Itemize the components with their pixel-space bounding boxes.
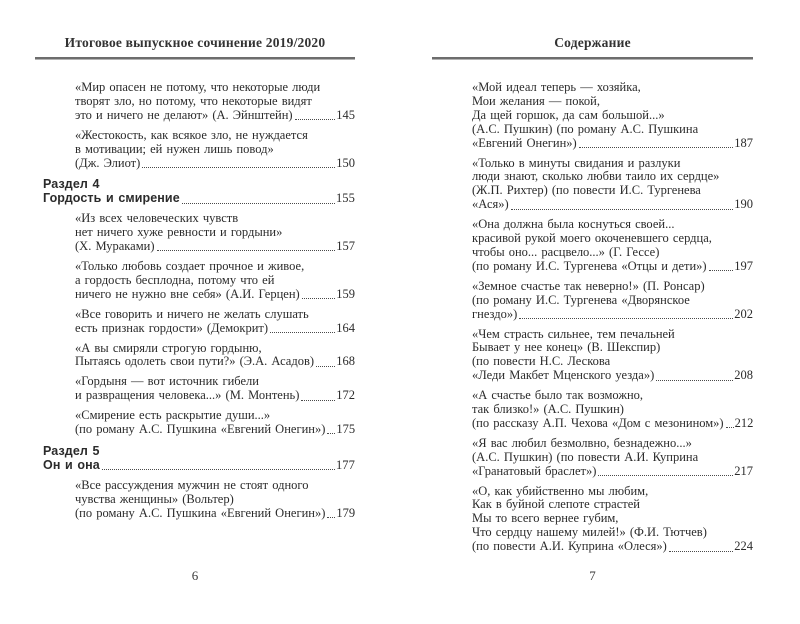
toc-entry-line: «Мой идеал теперь — хозяйка,: [472, 80, 641, 94]
dot-leader: [726, 427, 734, 428]
toc-entry-line: «Все рассуждения мужчин не стоят одного: [75, 477, 309, 492]
toc-page-ref: 157: [336, 239, 355, 254]
toc-entry-line: творят зло, но потому, что некоторые видят: [75, 93, 312, 108]
toc-entry: [432, 218, 753, 274]
toc-entry-text: гнездо»): [472, 306, 518, 321]
dot-leader: [327, 433, 335, 434]
toc-entry: [35, 260, 355, 302]
toc-section-heading: [35, 445, 355, 473]
toc-entry-lastline: [472, 540, 753, 554]
toc-entry-line: Что сердцу нашему милей!» (Ф.И. Тютчев): [472, 525, 707, 540]
dot-leader: [301, 400, 335, 401]
dot-leader: [157, 250, 336, 251]
dot-leader: [669, 551, 733, 552]
toc-entry-text: «Леди Макбет Мценского уезда»): [472, 368, 655, 383]
toc-entry: [35, 409, 355, 437]
toc-page-ref: 175: [336, 422, 356, 437]
toc-page-ref: 217: [734, 463, 753, 478]
dot-leader: [270, 332, 335, 333]
toc-entry-line: «Жестокость, как всякое зло, не нуждается: [75, 127, 308, 142]
dot-leader: [709, 270, 734, 271]
toc-entry-line: чувства женщины» (Вольтер): [75, 491, 234, 506]
toc-entry: [432, 81, 753, 151]
toc-entry-line: в мотивации; ей нужен лишь повод»: [75, 141, 274, 156]
book-page-left: [35, 34, 355, 618]
toc-entry-line: чтобы оно... расцвело...» (Г. Гессе): [472, 244, 660, 259]
dot-leader: [302, 298, 336, 299]
toc-entry-text: (по рассказу А.П. Чехова «Дом с мезонином»): [472, 415, 724, 430]
toc-entry: [432, 328, 753, 384]
dot-leader: [102, 469, 335, 470]
toc-entry: [35, 81, 355, 123]
dot-leader: [295, 119, 336, 120]
toc-entry-text: (по роману А.С. Пушкина «Евгений Онегин»): [75, 422, 326, 437]
toc-entry: [432, 437, 753, 479]
toc-entry-lastline: [472, 137, 753, 151]
toc-entry-line: «А вы смиряли строгую гордыню,: [75, 340, 262, 355]
toc-entry-line: «Только любовь создает прочное и живое,: [75, 258, 305, 273]
toc-entry-line: так близко!» (А.С. Пушкин): [472, 402, 624, 417]
toc-page-ref: 177: [335, 457, 355, 472]
toc-section-heading: [35, 178, 355, 206]
toc-entry-text: ничего не нужно вне себя» (А.И. Герцен): [75, 286, 300, 301]
toc-entry-line: «Смирение есть раскрытие души...»: [75, 408, 271, 423]
toc-entry-text: (по повести А.И. Куприна «Олеся»): [472, 539, 667, 554]
toc-entry-line: «Мир опасен не потому, что некоторые люди: [75, 80, 321, 94]
dot-leader: [142, 167, 335, 168]
toc-entry-line: «Я вас любил безмолвно, безнадежно...»: [472, 435, 692, 450]
toc-page-ref: 197: [734, 258, 753, 273]
toc-entry-line: Раздел 4: [43, 177, 100, 192]
toc-page-ref: 159: [336, 286, 355, 301]
toc-entry-text: это и ничего не делают» (А. Эйнштейн): [75, 107, 293, 122]
toc-entry-text: (по роману А.С. Пушкина «Евгений Онегин»): [75, 505, 326, 520]
toc-entry-lastline: [75, 109, 355, 123]
toc-entry-line: нет ничего хуже ревности и гордыни»: [75, 225, 283, 240]
toc-entry-lastline: [43, 459, 355, 473]
toc-entry-text: «Гранатовый браслет»): [472, 463, 597, 478]
toc-entry: [35, 212, 355, 254]
toc-entry-lastline: [75, 288, 355, 302]
toc-entry-text: (по роману И.С. Тургенева «Отцы и дети»): [472, 258, 707, 273]
toc-entry-text: «Ася»): [472, 197, 509, 212]
dot-leader: [316, 366, 335, 367]
toc-entry-text: Гордость и смирение: [43, 191, 180, 206]
toc-entry-lastline: [75, 507, 355, 521]
toc-entry: [35, 308, 355, 336]
toc-entry: [432, 389, 753, 431]
toc-entry-line: люди знают, сколько любви таило их сердце»: [472, 169, 720, 184]
toc-entry-text: «Евгений Онегин»): [472, 135, 577, 150]
toc-entry-lastline: [75, 322, 355, 336]
toc-entry: [35, 129, 355, 171]
toc-entry-line: (А.С. Пушкин) (по роману А.С. Пушкина: [472, 121, 699, 136]
dot-leader: [598, 475, 733, 476]
toc-entry-lastline: [472, 417, 753, 431]
toc-entry-lastline: [75, 389, 355, 403]
toc-entry-text: (Дж. Элиот): [75, 155, 141, 170]
toc-entries-right: [432, 60, 753, 554]
toc-page-ref: 179: [336, 505, 356, 520]
page-number-left: 6: [191, 568, 199, 583]
toc-entry-text: Пытаясь одолеть свои пути?» (Э.А. Асадов): [75, 354, 315, 369]
toc-entry-line: «О, как убийственно мы любим,: [472, 483, 649, 498]
toc-entry: [432, 280, 753, 322]
toc-page-ref: 187: [734, 135, 753, 150]
toc-entries-left: [35, 60, 355, 520]
dot-leader: [579, 147, 734, 148]
toc-entry: [35, 375, 355, 403]
dot-leader: [327, 517, 335, 518]
toc-page-ref: 202: [734, 306, 753, 321]
toc-page-ref: 224: [734, 539, 753, 554]
toc-entry-line: а гордость бесплодна, потому что ей: [75, 272, 275, 287]
book-page-right: [432, 34, 753, 618]
running-head-left: Итоговое выпускное сочинение 2019/2020: [64, 35, 326, 50]
toc-entry-line: Бывает у нее конец» (В. Шекспир): [472, 340, 661, 355]
toc-entry-line: (по роману И.С. Тургенева «Дворянское: [472, 292, 690, 307]
toc-entry-lastline: [472, 308, 753, 322]
toc-entry-line: Да щей горшок, да сам большой...»: [472, 107, 665, 122]
running-head-right: Содержание: [554, 35, 631, 50]
toc-entry-line: Как в буйной слепоте страстей: [472, 497, 640, 512]
page-number-right: 7: [589, 568, 596, 583]
toc-entry-line: «Из всех человеческих чувств: [75, 211, 239, 226]
toc-entry-text: и развращения человека...» (М. Монтень): [75, 388, 300, 403]
toc-page-ref: 168: [336, 354, 355, 369]
toc-entry-line: (А.С. Пушкин) (по повести А.И. Куприна: [472, 449, 699, 464]
toc-entry-text: есть признак гордости» (Демокрит): [75, 320, 269, 335]
toc-page-ref: 145: [336, 107, 355, 122]
toc-entry-lastline: [472, 465, 753, 479]
toc-entry: [35, 342, 355, 370]
toc-page-ref: 172: [336, 388, 355, 403]
toc-entry-line: «А счастье было так возможно,: [472, 388, 644, 403]
toc-entry-lastline: [472, 369, 753, 383]
toc-entry-text: Он и она: [43, 457, 100, 472]
toc-entry-line: Мои желания — покой,: [472, 93, 600, 108]
toc-entry-lastline: [75, 423, 355, 437]
toc-page-ref: 190: [734, 197, 753, 212]
toc-entry: [432, 485, 753, 555]
toc-entry-line: красивой рукой моего окоченевшего сердца,: [472, 231, 712, 246]
toc-entry-line: «Только в минуты свидания и разлуки: [472, 155, 681, 170]
toc-page-ref: 155: [335, 191, 355, 206]
toc-entry-lastline: [472, 260, 753, 274]
toc-entry: [432, 157, 753, 213]
toc-page-ref: 208: [734, 368, 753, 383]
toc-entry-line: «Она должна была коснуться своей...: [472, 217, 675, 232]
toc-entry-line: (Ж.П. Рихтер) (по повести И.С. Тургенева: [472, 183, 701, 198]
toc-entry-line: «Все говорить и ничего не желать слушать: [75, 306, 309, 321]
toc-entry-line: Раздел 5: [43, 443, 100, 458]
toc-entry-line: «Чем страсть сильнее, тем печальней: [472, 326, 675, 341]
dot-leader: [182, 203, 335, 204]
toc-entry-line: Мы то всего вернее губим,: [472, 511, 619, 526]
dot-leader: [656, 380, 733, 381]
toc-entry-lastline: [472, 198, 753, 212]
dot-leader: [519, 318, 733, 319]
toc-entry: [35, 479, 355, 521]
toc-entry-lastline: [75, 355, 355, 369]
toc-entry-text: (Х. Мураками): [75, 239, 155, 254]
toc-page-ref: 164: [336, 320, 355, 335]
toc-entry-lastline: [75, 240, 355, 254]
dot-leader: [511, 209, 734, 210]
toc-page-ref: 150: [336, 155, 355, 170]
toc-entry-line: «Гордыня — вот источник гибели: [75, 374, 259, 389]
toc-entry-lastline: [75, 157, 355, 171]
toc-entry-line: (по повести Н.С. Лескова: [472, 354, 611, 369]
toc-entry-line: «Земное счастье так неверно!» (П. Ронсар): [472, 278, 705, 293]
toc-page-ref: 212: [734, 415, 754, 430]
toc-entry-lastline: [43, 192, 355, 206]
